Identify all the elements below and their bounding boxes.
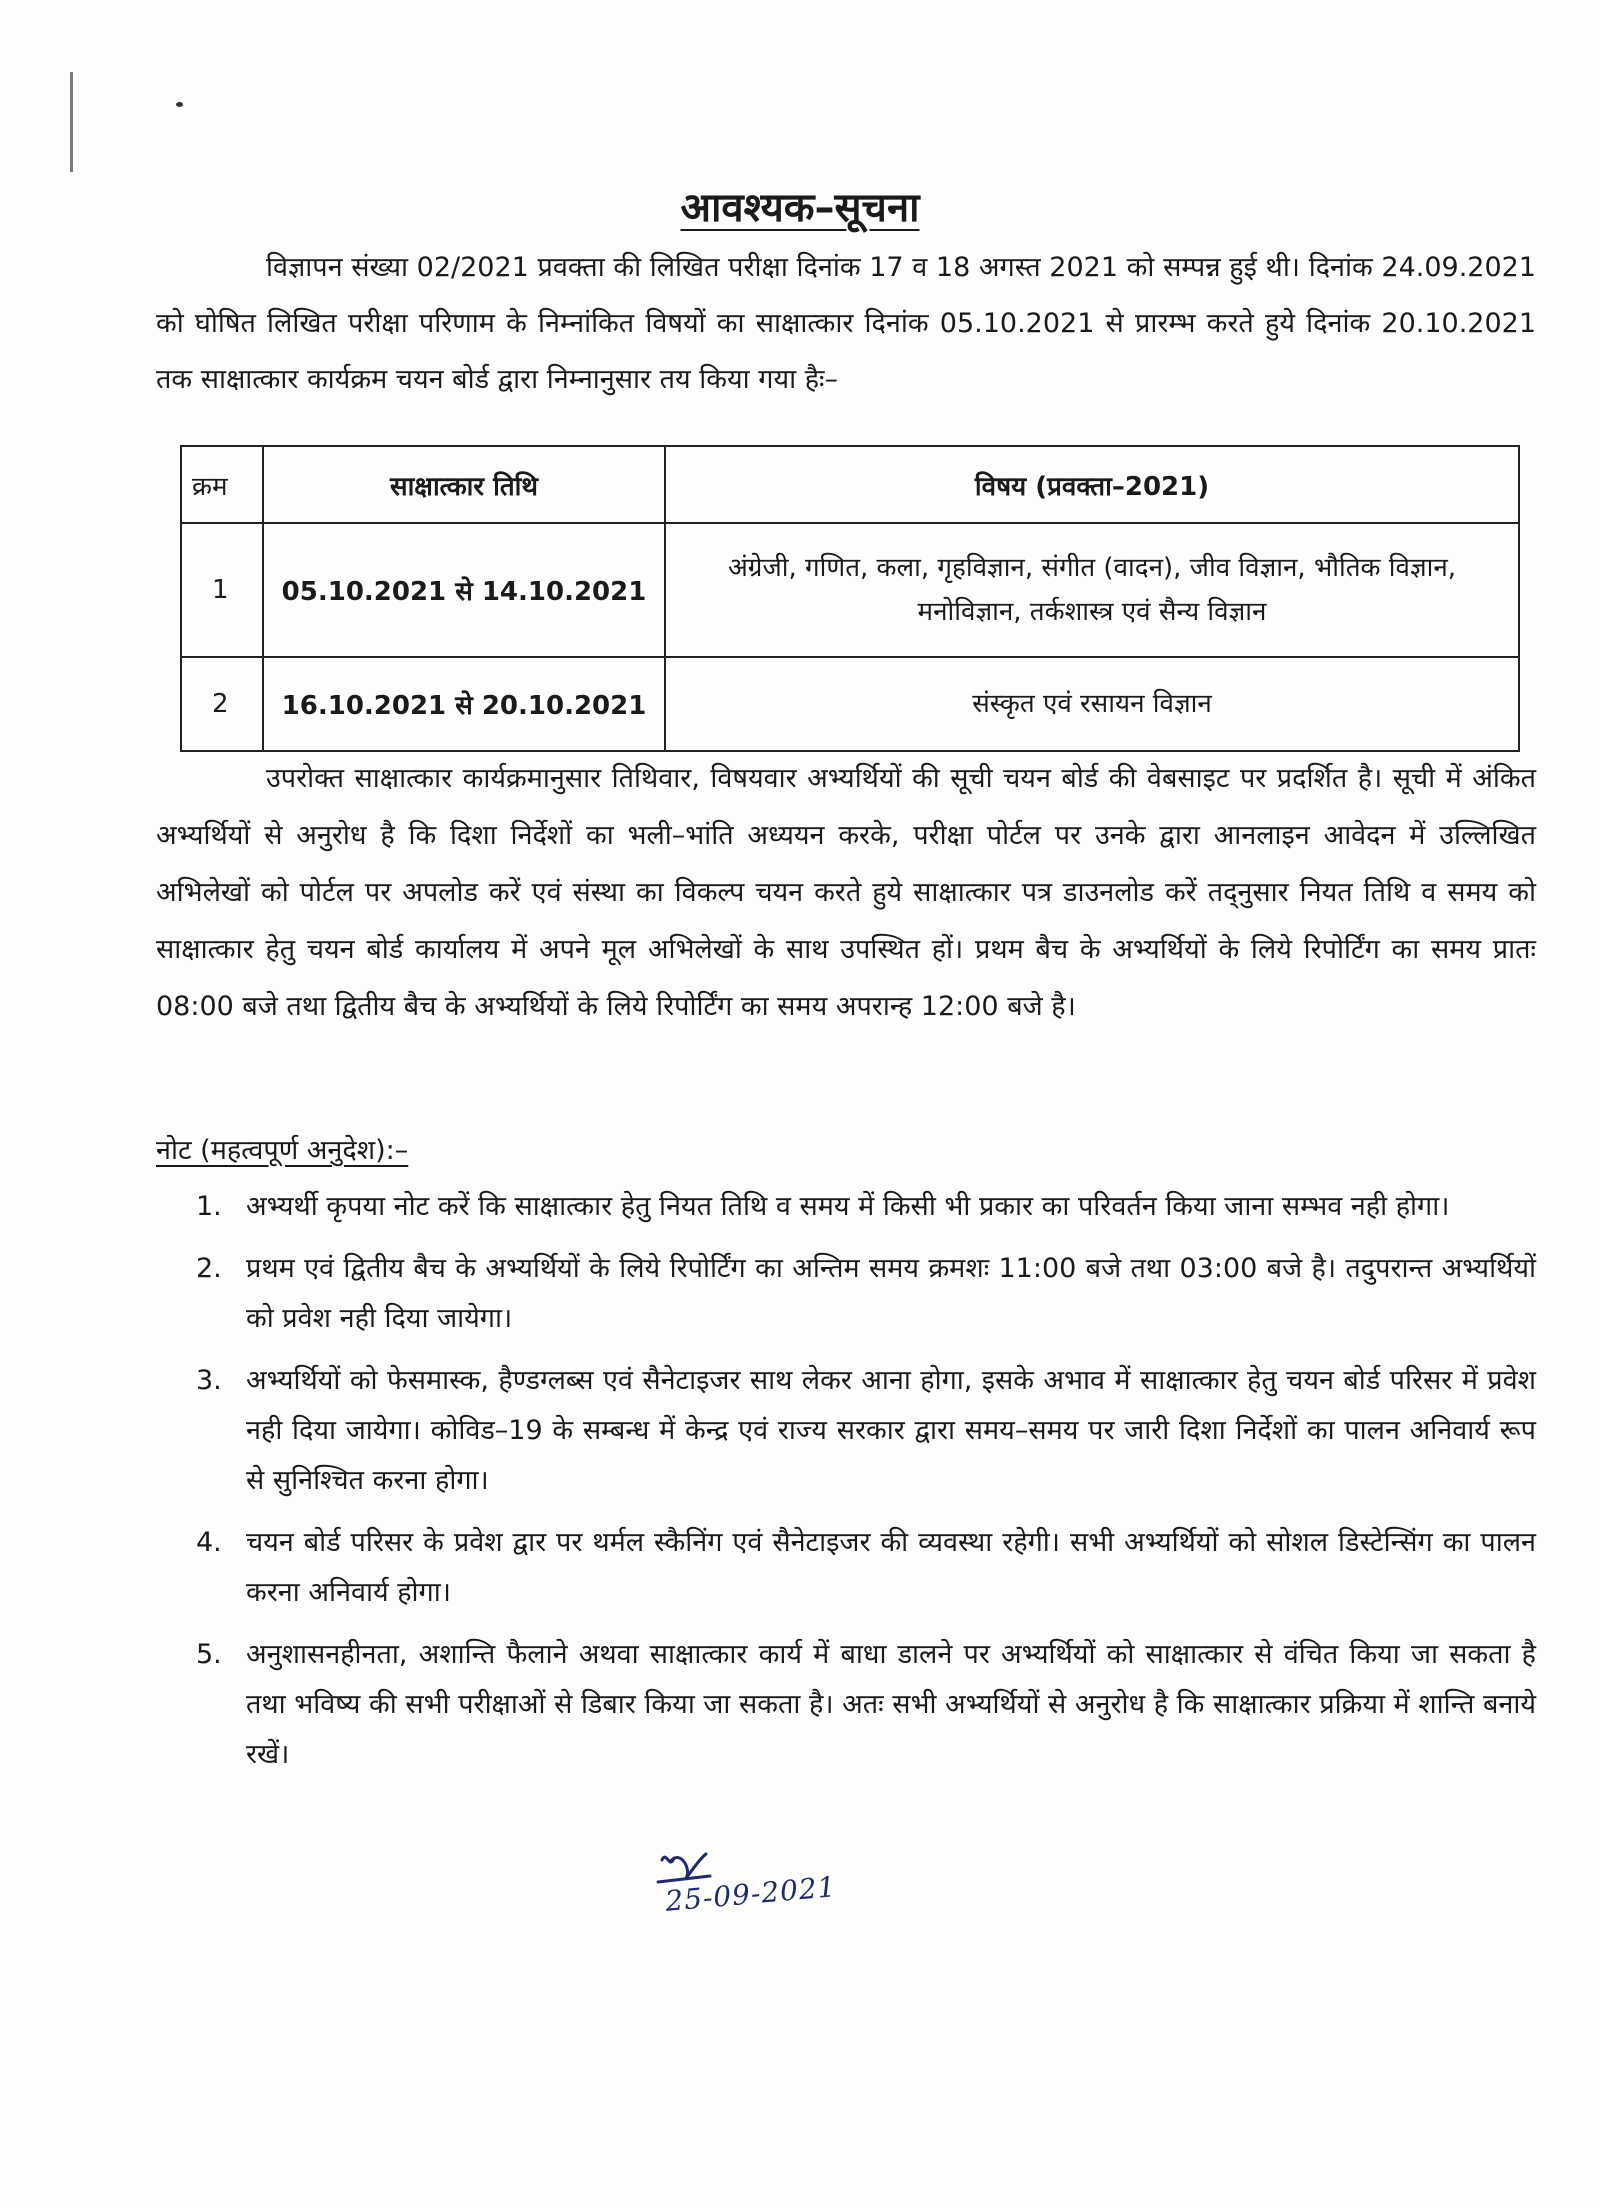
instructions-paragraph: उपरोक्त साक्षात्कार कार्यक्रमानुसार तिथिवार, विषयवार अभ्यर्थियों की सूची चयन बोर्ड की वेबसाइट पर प्रदर्शित है। सूची में अंकित अभ्यर्थियों से अनुरोध है कि दिशा निर्देशों का भली–भांति अध्ययन करके, परीक्षा पोर्टल पर उनके द्वारा आनलाइन आवेदन में उल्लिखित अभिलेखों को पोर्टल पर अपलोड करें एवं संस्था का विकल्प चयन करते हुये साक्षात्कार पत्र डाउनलोड करें तद्नुसार नियत तिथि व समय को साक्षात्कार हेतु चयन बोर्ड कार्यालय में अपने मूल अभिलेखों के साथ उपस्थित हों। प्रथम बैच के अभ्यर्थियों के लिये रिपोर्टिंग का समय प्रातः 08:00 बजे तथा द्वितीय बैच के अभ्यर्थियों के लिये रिपोर्टिंग का समय अपरान्ह 12:00 बजे है। bbox=[156, 763, 1536, 1022]
note-text: अभ्यर्थी कृपया नोट करें कि साक्षात्कार हेतु नियत तिथि व समय में किसी भी प्रकार का परिवर्तन किया जाना सम्भव नही होगा। bbox=[246, 1191, 1450, 1222]
list-item bbox=[196, 1630, 1536, 1780]
list-item bbox=[196, 1356, 1536, 1506]
interview-schedule-table bbox=[180, 445, 1520, 752]
list-item bbox=[196, 1244, 1536, 1344]
header-serial: क्रम bbox=[181, 446, 263, 523]
row-subjects: अंग्रेजी, गणित, कला, गृहविज्ञान, संगीत (वादन), जीव विज्ञान, भौतिक विज्ञान, मनोविज्ञान, तर्कशास्त्र एवं सैन्य विज्ञान bbox=[665, 523, 1519, 657]
table-row bbox=[181, 523, 1519, 657]
table-row bbox=[181, 657, 1519, 751]
row-subjects: संस्कृत एवं रसायन विज्ञान bbox=[665, 657, 1519, 751]
header-subject: विषय (प्रवक्ता–2021) bbox=[665, 446, 1519, 523]
notice-title bbox=[0, 178, 1600, 233]
note-text: अनुशासनहीनता, अशान्ति फैलाने अथवा साक्षात्कार कार्य में बाधा डालने पर अभ्यर्थियों को साक्षात्कार से वंचित किया जा सकता है तथा भविष्य की सभी परीक्षाओं से डिबार किया जा सकता है। अतः सभी अभ्यर्थियों से अनुरोध है कि साक्षात्कार प्रक्रिया में शान्ति बनाये रखें। bbox=[246, 1639, 1536, 1770]
scan-margin-mark bbox=[70, 72, 73, 172]
note-number: 5. bbox=[196, 1639, 222, 1670]
note-text: चयन बोर्ड परिसर के प्रवेश द्वार पर थर्मल स्कैनिंग एवं सैनेटाइजर की व्यवस्था रहेगी। सभी अभ्यर्थियों को सोशल डिस्टेन्सिंग का पालन करना अनिवार्य होगा। bbox=[246, 1527, 1536, 1608]
row-interview-date: 16.10.2021 से 20.10.2021 bbox=[263, 657, 665, 751]
note-number: 4. bbox=[196, 1527, 222, 1558]
row-serial: 1 bbox=[181, 523, 263, 657]
table-header-row bbox=[181, 446, 1519, 523]
signature-date: 25-09-2021 bbox=[664, 1870, 838, 1918]
notice-title-text: आवश्यक–सूचना bbox=[680, 185, 920, 231]
note-number: 2. bbox=[196, 1253, 222, 1284]
note-number: 1. bbox=[196, 1191, 222, 1222]
list-item bbox=[196, 1182, 1536, 1232]
note-number: 3. bbox=[196, 1365, 222, 1396]
scan-dot-mark bbox=[176, 102, 183, 107]
header-interview-date: साक्षात्कार तिथि bbox=[263, 446, 665, 523]
notes-list bbox=[196, 1182, 1536, 1792]
row-interview-date: 05.10.2021 से 14.10.2021 bbox=[263, 523, 665, 657]
intro-paragraph: विज्ञापन संख्या 02/2021 प्रवक्ता की लिखित परीक्षा दिनांक 17 व 18 अगस्त 2021 को सम्पन्न हुई थी। दिनांक 24.09.2021 को घोषित लिखित परीक्षा परिणाम के निम्नांकित विषयों का साक्षात्कार दिनांक 05.10.2021 से प्रारम्भ करते हुये दिनांक 20.10.2021 तक साक्षात्कार कार्यक्रम चयन बोर्ड द्वारा निम्नानुसार तय किया गया हैः– bbox=[156, 252, 1536, 395]
note-heading: नोट (महत्वपूर्ण अनुदेश):– bbox=[156, 1135, 409, 1166]
row-serial: 2 bbox=[181, 657, 263, 751]
note-text: अभ्यर्थियों को फेसमास्क, हैण्डग्लब्स एवं सैनेटाइजर साथ लेकर आना होगा, इसके अभाव में साक्षात्कार हेतु चयन बोर्ड परिसर में प्रवेश नही दिया जायेगा। कोविड–19 के सम्बन्ध में केन्द्र एवं राज्य सरकार द्वारा समय–समय पर जारी दिशा निर्देशों का पालन अनिवार्य रूप से सुनिश्चित करना होगा। bbox=[246, 1365, 1536, 1496]
list-item bbox=[196, 1518, 1536, 1618]
note-text: प्रथम एवं द्वितीय बैच के अभ्यर्थियों के लिये रिपोर्टिंग का अन्तिम समय क्रमशः 11:00 बजे तथा 03:00 बजे है। तदुपरान्त अभ्यर्थियों को प्रवेश नही दिया जायेगा। bbox=[246, 1253, 1536, 1334]
